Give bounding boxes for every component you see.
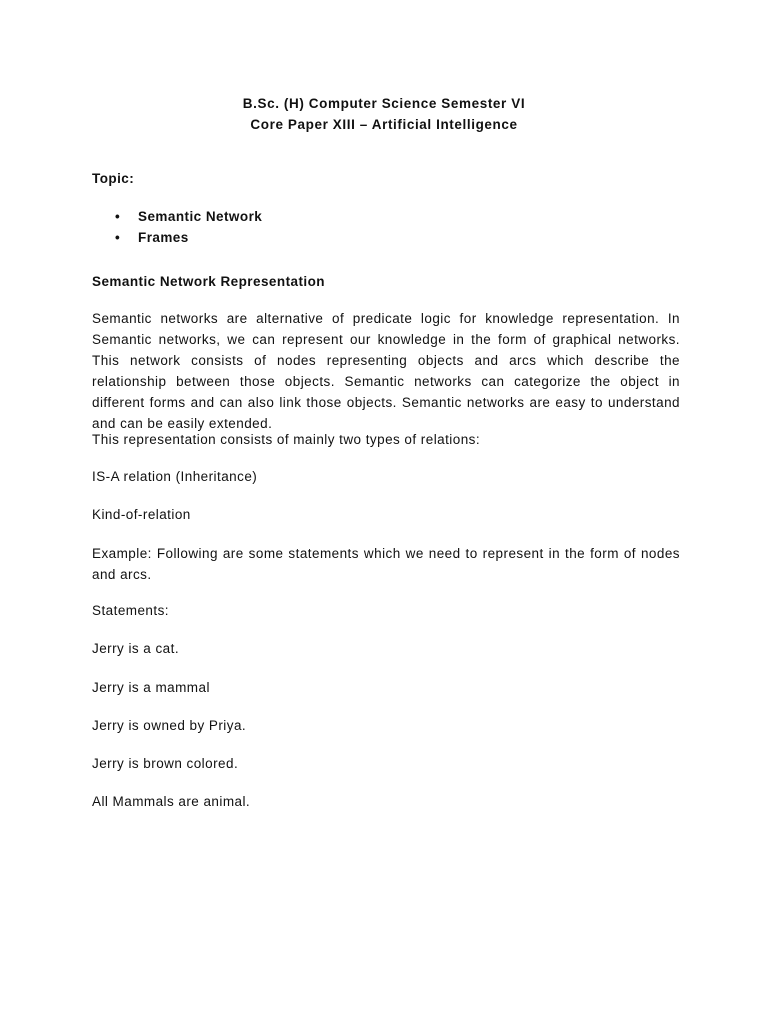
intro-paragraph: Semantic networks are alternative of predicate logic for knowledge representation. In Semantic networks, we can represent our knowledge in the form of graphical networks. This network consists of nodes representing objects and arcs which describe the relationship between those objects. Semantic networks can categorize the object in different forms and can also link those objects. Semantic networks are easy to understand and can be easily extended. (92, 311, 680, 431)
course-title: B.Sc. (H) Computer Science Semester VI (242, 96, 526, 111)
topic-item-label: Frames (138, 230, 189, 245)
topic-list-item (92, 206, 492, 227)
statements-label: Statements: (92, 603, 169, 618)
topic-label: Topic: (92, 171, 135, 186)
document-header (0, 93, 768, 135)
statement-item: Jerry is a cat. (92, 641, 180, 656)
statement-item: Jerry is brown colored. (92, 756, 239, 771)
topic-list-item (92, 227, 492, 248)
statement-item: Jerry is owned by Priya. (92, 718, 247, 733)
relation-kind-of: Kind-of-relation (92, 507, 191, 522)
topic-item-label: Semantic Network (138, 209, 263, 224)
relation-is-a: IS-A relation (Inheritance) (92, 469, 258, 484)
bullet-icon: • (115, 209, 121, 224)
bullet-icon: • (115, 230, 121, 245)
section-title: Semantic Network Representation (92, 274, 326, 289)
statement-item: All Mammals are animal. (92, 794, 251, 809)
paper-title: Core Paper XIII – Artificial Intelligence (250, 117, 518, 132)
example-paragraph: Example: Following are some statements which we need to represent in the form of nodes and arcs. (92, 546, 680, 582)
relations-intro-paragraph: This representation consists of mainly two types of relations: (92, 432, 481, 447)
topic-list (92, 206, 492, 248)
statement-item: Jerry is a mammal (92, 680, 210, 695)
